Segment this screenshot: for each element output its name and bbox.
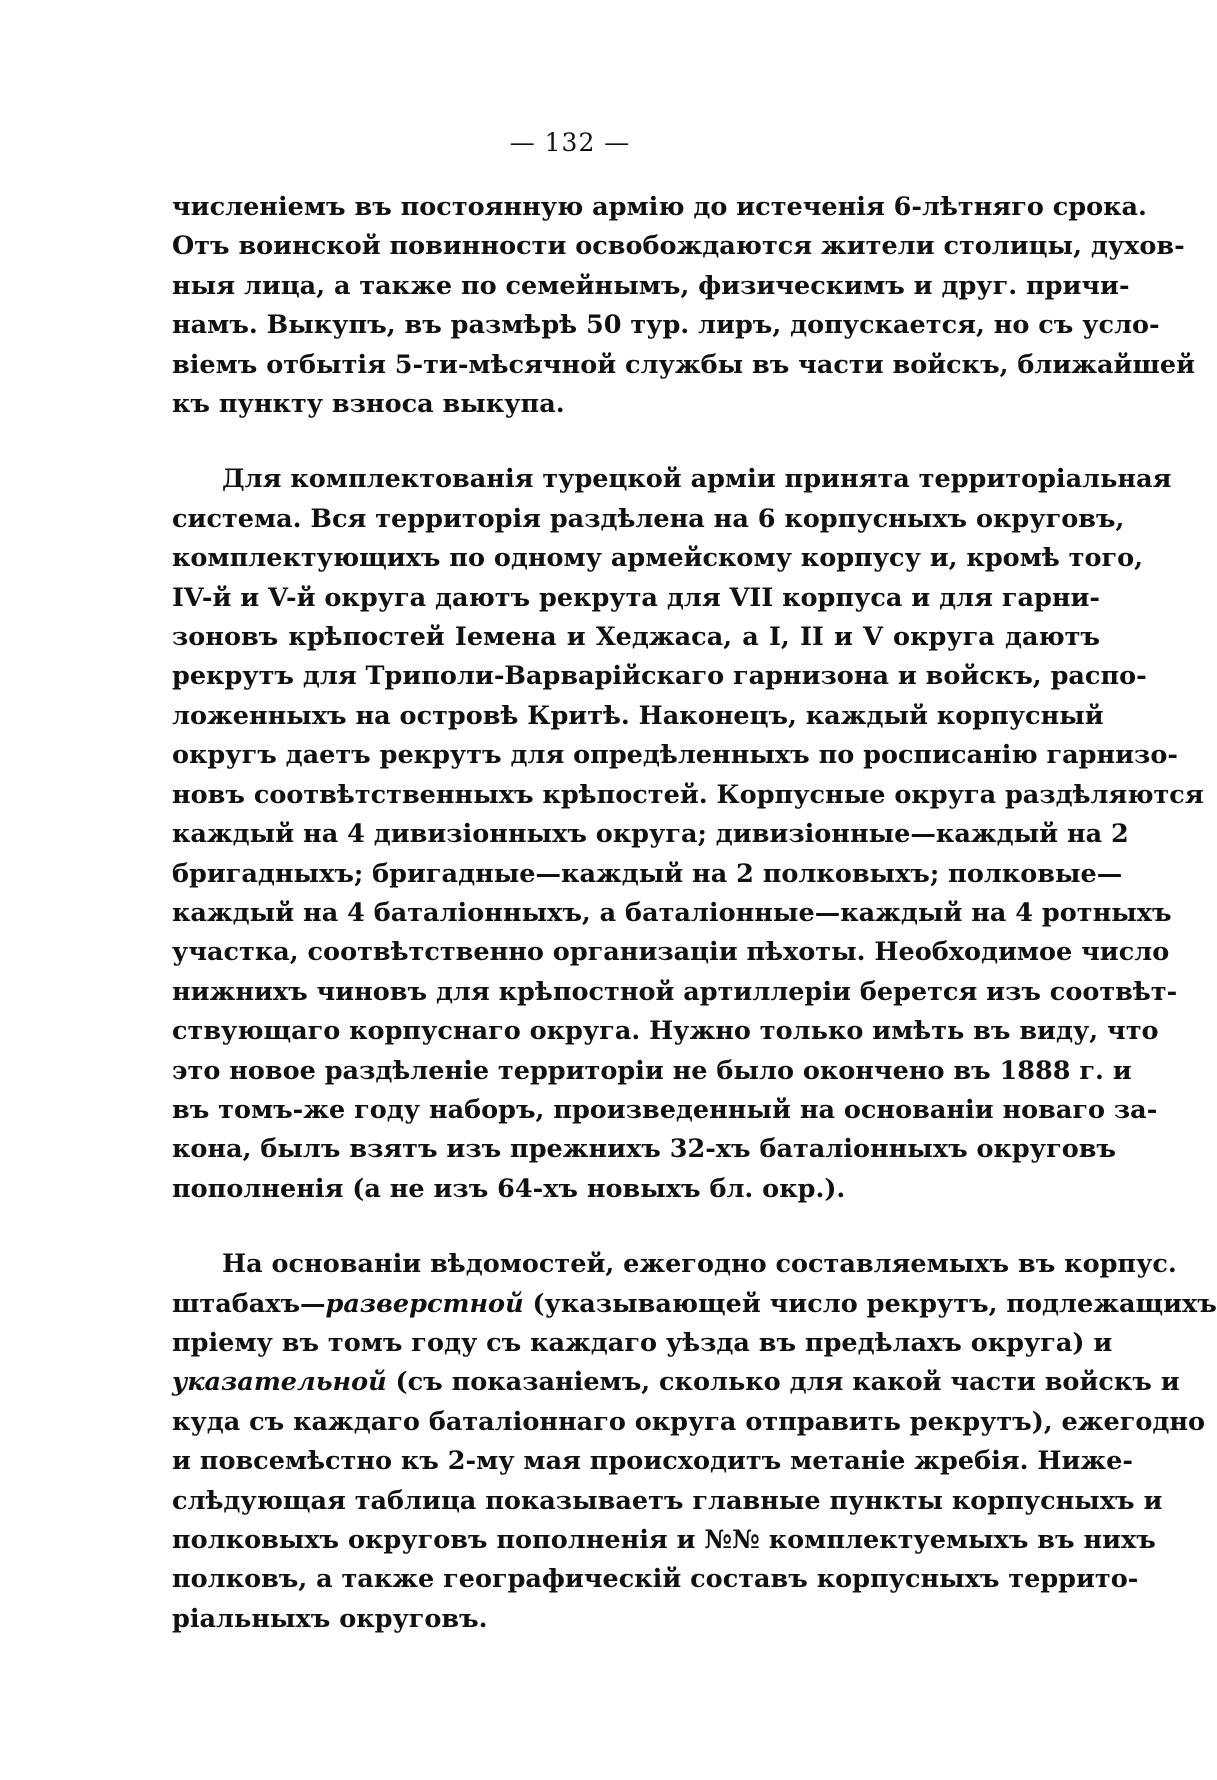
- text-line: округъ даетъ рекрутъ для опредѣленныхъ по росписанію гарнизо-: [172, 740, 1178, 771]
- text-line: и повсемѣстно къ 2-му мая происходитъ метаніе жребія. Ниже-: [172, 1446, 1133, 1477]
- text-line: ныя лица, а также по семейнымъ, физическимъ и друг. причи-: [172, 270, 1130, 301]
- text-line: Для комплектованія турецкой арміи принята территоріальная: [222, 464, 1172, 495]
- text-line: пріему въ томъ году съ каждаго уѣзда въ предѣлахъ округа) и: [172, 1327, 1113, 1358]
- text-line: IV-й и V-й округа даютъ рекрута для VII корпуса и для гарни-: [172, 582, 1100, 613]
- text-line: кона, былъ взятъ изъ прежнихъ 32-хъ баталіонныхъ округовъ: [172, 1134, 1116, 1165]
- text-line: штабахъ—разверстной (указывающей число рекрутъ, подлежащихъ: [172, 1288, 1217, 1319]
- text-line: участка, соотвѣтственно организаціи пѣхоты. Необходимое число: [172, 937, 1170, 968]
- paragraph-3: [172, 1245, 1217, 1639]
- text-line: въ томъ-же году наборъ, произведенный на основаніи новаго за-: [172, 1094, 1158, 1125]
- text-line: система. Вся территорія раздѣлена на 6 корпусныхъ округовъ,: [172, 503, 1125, 534]
- text-line: комплектующихъ по одному армейскому корпусу и, кромѣ того,: [172, 543, 1143, 574]
- text-line: новъ соотвѣтственныхъ крѣпостей. Корпусные округа раздѣляются: [172, 779, 1204, 810]
- text-line: полковъ, а также географическій составъ корпусныхъ террито-: [172, 1564, 1139, 1595]
- text-line: пополненія (а не изъ 64-хъ новыхъ бл. окр.).: [172, 1173, 846, 1204]
- text-line: численіемъ въ постоянную армію до истеченія 6-лѣтняго срока.: [172, 192, 1147, 222]
- text-line: ріальныхъ округовъ.: [172, 1603, 488, 1634]
- text-line: рекрутъ для Триполи-Варварійскаго гарнизона и войскъ, распо-: [172, 661, 1147, 692]
- text-line: это новое раздѣленіе территоріи не было окончено въ 1888 г. и: [172, 1055, 1132, 1086]
- text-line: нижнихъ чиновъ для крѣпостной артиллеріи берется изъ соотвѣт-: [172, 976, 1178, 1007]
- text-line: куда съ каждаго баталіоннаго округа отправить рекрутъ), ежегодно: [172, 1406, 1206, 1437]
- text-line: намъ. Выкупъ, въ размѣрѣ 50 тур. лиръ, допускается, но съ усло-: [172, 310, 1160, 341]
- text-line: ствующаго корпуснаго округа. Нужно только имѣть въ виду, что: [172, 1016, 1159, 1047]
- text-line: слѣдующая таблица показываетъ главные пункты корпусныхъ и: [172, 1485, 1163, 1516]
- text-line: каждый на 4 баталіонныхъ, а баталіонные—каждый на 4 ротныхъ: [172, 897, 1172, 928]
- text-line: зоновъ крѣпостей Іемена и Хеджаса, а I, II и V округа даютъ: [172, 622, 1100, 653]
- text-line: На основаніи вѣдомостей, ежегодно составляемыхъ въ корпус.: [222, 1249, 1177, 1280]
- paragraph-2: [172, 460, 1204, 1209]
- text-line: Отъ воинской повинности освобождаются жители столицы, духов-: [172, 231, 1185, 262]
- text-line: указательной (съ показаніемъ, сколько для какой части войскъ и: [172, 1367, 1180, 1398]
- text-line: ложенныхъ на островѣ Критѣ. Наконецъ, каждый корпусный: [172, 700, 1104, 731]
- text-line: бригадныхъ; бригадные—каждый на 2 полковыхъ; полковые—: [172, 858, 1123, 889]
- body-text: [172, 188, 1217, 1639]
- page-number: — 132 —: [509, 128, 631, 157]
- text-line: къ пункту взноса выкупа.: [172, 389, 565, 420]
- text-line: полковыхъ округовъ пополненія и №№ комплектуемыхъ въ нихъ: [172, 1525, 1156, 1555]
- text-line: віемъ отбытія 5-ти-мѣсячной службы въ части войскъ, ближайшей: [172, 349, 1196, 380]
- paragraph-1: [172, 188, 1196, 424]
- text-line: каждый на 4 дивизіонныхъ округа; дивизіонные—каждый на 2: [172, 819, 1129, 850]
